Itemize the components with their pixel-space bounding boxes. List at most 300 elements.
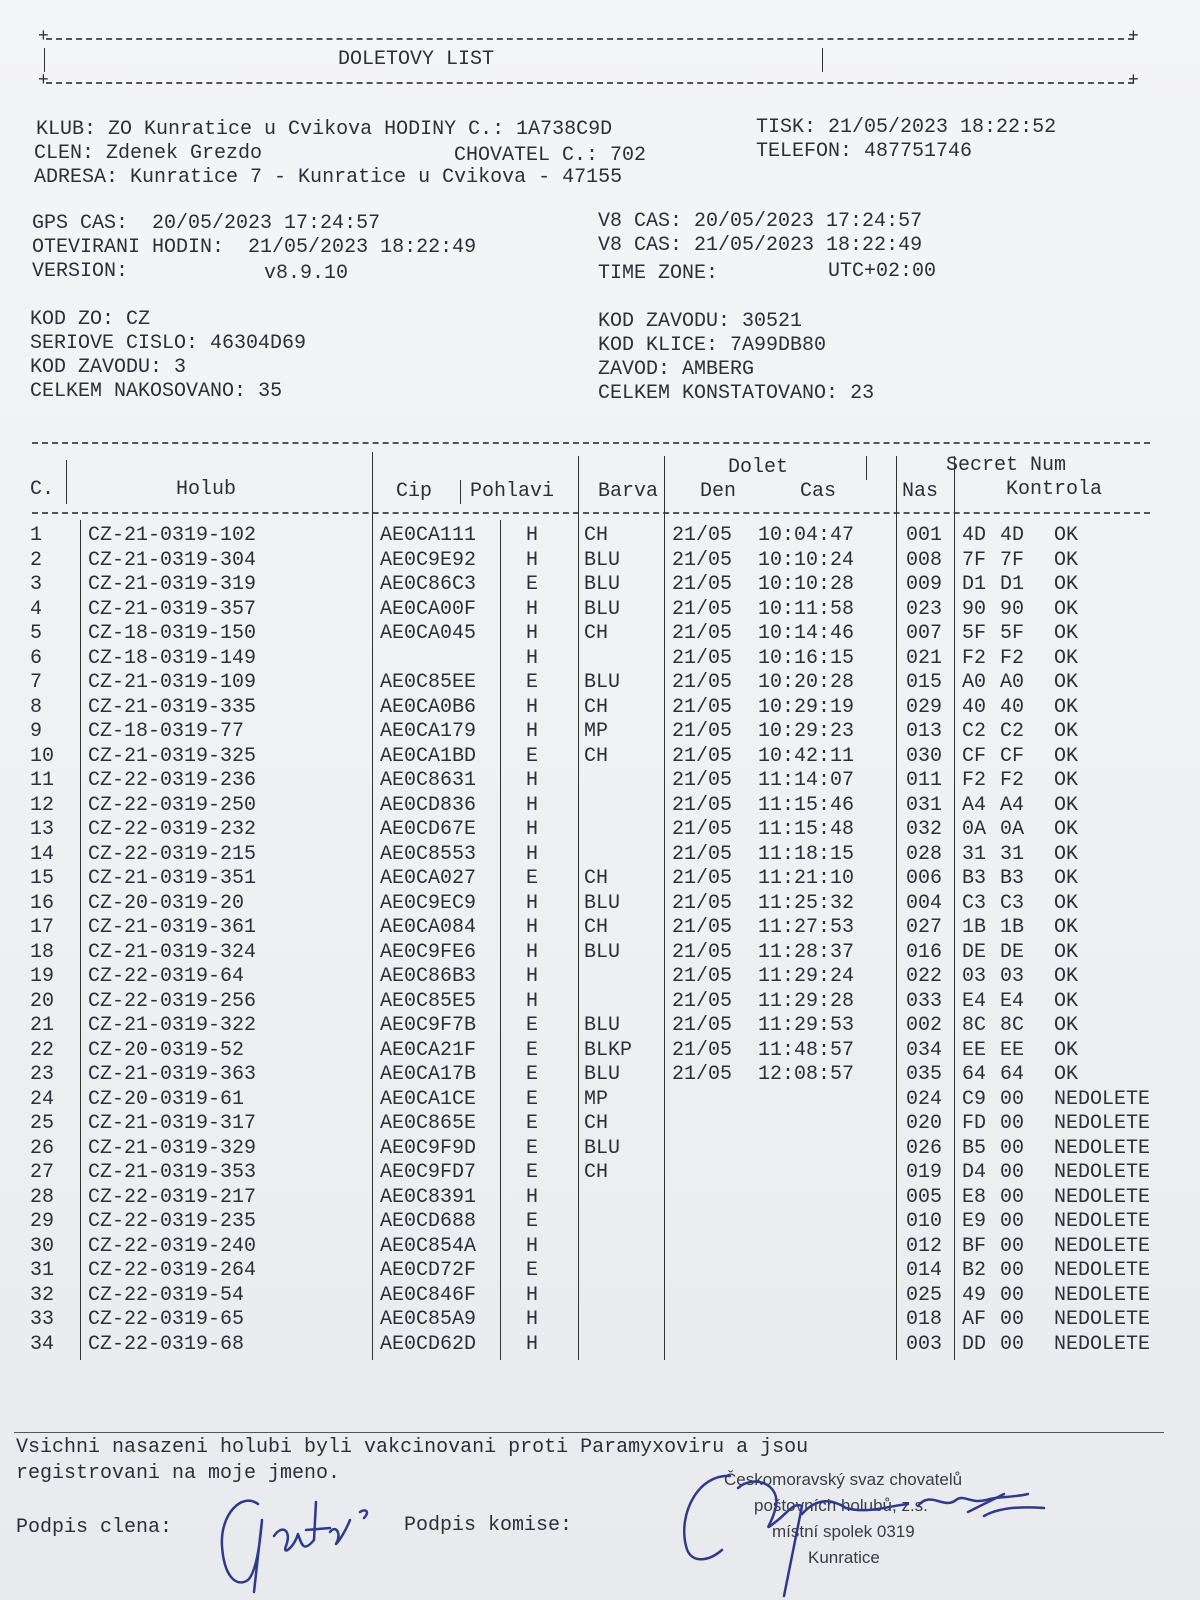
secret-check-value: A0: [1000, 671, 1025, 694]
table-row: [0, 622, 1200, 646]
nas-value: 018: [906, 1308, 943, 1331]
nas-value: 008: [906, 548, 943, 572]
kontrola-value: OK: [1054, 916, 1079, 939]
row-number: 8: [30, 695, 43, 719]
den-value: 21/05: [672, 842, 733, 866]
row-number: 4: [30, 597, 43, 621]
row-number: 33: [30, 1308, 55, 1331]
kontrola-value: NEDOLETE: [1054, 1308, 1151, 1331]
nas-value: 024: [906, 1087, 943, 1111]
secret-check-value: 00: [1000, 1259, 1025, 1282]
podpis-komise-label: Podpis komise:: [404, 1514, 573, 1537]
row-number: 7: [30, 671, 43, 694]
nas-value: 007: [906, 622, 943, 645]
klub-line: KLUB: ZO Kunratice u Cvikova HODINY C.: 1A738C9D: [36, 118, 613, 141]
col-header-holub: Holub: [176, 478, 237, 501]
holub-ring: CZ-21-0319-363: [88, 1063, 257, 1086]
row-number: 5: [30, 622, 43, 645]
pohlavi-value: E: [526, 1161, 539, 1184]
den-value: 21/05: [672, 989, 733, 1013]
holub-ring: CZ-22-0319-217: [88, 1185, 257, 1209]
title-corner: +: [1128, 27, 1139, 47]
secret-check-value: 00: [1000, 1210, 1025, 1233]
nas-value: 009: [906, 573, 943, 596]
tisk-value: 21/05/2023 18:22:52: [828, 116, 1057, 139]
table-row: [0, 1284, 1200, 1308]
table-row: [0, 696, 1200, 720]
otevirani-value: 21/05/2023 18:22:49: [248, 236, 477, 259]
col-header-pohlavi: Pohlavi: [470, 480, 555, 503]
pohlavi-value: E: [526, 1136, 539, 1160]
col-header-secret-num: Secret Num: [946, 454, 1067, 477]
row-number: 25: [30, 1112, 55, 1135]
col-header-cas: Cas: [800, 480, 837, 503]
secret-num-value: D4: [962, 1161, 987, 1184]
secret-num-value: 8C: [962, 1014, 987, 1037]
secret-check-value: EE: [1000, 1038, 1025, 1062]
row-number: 1: [30, 524, 43, 547]
cip-value: AE0CA00F: [380, 597, 477, 621]
barva-value: CH: [584, 524, 609, 547]
secret-check-value: 90: [1000, 597, 1025, 621]
nas-value: 035: [906, 1063, 943, 1086]
telefon-line: TELEFON: 487751746: [756, 140, 973, 163]
cip-value: AE0CA027: [380, 867, 477, 890]
cip-value: AE0CA21F: [380, 1038, 477, 1062]
secret-num-value: E8: [962, 1185, 987, 1209]
nas-value: 015: [906, 671, 943, 694]
secret-check-value: 00: [1000, 1234, 1025, 1258]
nas-value: 010: [906, 1210, 943, 1233]
konstatovano-line: CELKEM KONSTATOVANO: 23: [598, 382, 875, 405]
clen-value: Zdenek Grezdo: [106, 142, 263, 165]
cas-value: 10:11:58: [758, 597, 855, 621]
table-row: [0, 549, 1200, 573]
secret-check-value: 00: [1000, 1161, 1025, 1184]
barva-value: BLU: [584, 891, 621, 915]
cas-value: 10:29:19: [758, 695, 855, 719]
secret-check-value: 00: [1000, 1112, 1025, 1135]
cas-value: 10:29:23: [758, 720, 855, 743]
barva-value: CH: [584, 867, 609, 890]
table-row: [0, 1039, 1200, 1063]
cip-value: AE0C865E: [380, 1112, 477, 1135]
row-number: 34: [30, 1332, 55, 1356]
table-row: [0, 720, 1200, 744]
table-row: [0, 598, 1200, 622]
pohlavi-value: E: [526, 744, 539, 768]
declaration-line-2: registrovani na moje jmeno.: [16, 1462, 341, 1485]
col-header-den: Den: [700, 480, 737, 503]
secret-check-value: CF: [1000, 744, 1025, 768]
kod-zo-value: CZ: [126, 308, 151, 331]
table-row: [0, 1235, 1200, 1259]
v8-cas-line-2: V8 CAS: 21/05/2023 18:22:49: [598, 234, 923, 257]
row-number: 13: [30, 818, 55, 841]
secret-check-value: E4: [1000, 989, 1025, 1013]
holub-ring: CZ-18-0319-77: [88, 720, 245, 743]
secret-check-value: 4D: [1000, 524, 1025, 547]
barva-value: MP: [584, 1087, 609, 1111]
cas-value: 11:15:48: [758, 818, 855, 841]
cip-value: AE0CA084: [380, 916, 477, 939]
col-header-nas: Nas: [902, 480, 939, 503]
row-number: 11: [30, 769, 55, 792]
barva-value: BLU: [584, 1063, 621, 1086]
secret-num-value: 4D: [962, 524, 987, 547]
den-value: 21/05: [672, 793, 733, 817]
barva-value: BLU: [584, 597, 621, 621]
row-number: 32: [30, 1283, 55, 1307]
kod-zavodu-line-right: KOD ZAVODU: 30521: [598, 310, 803, 333]
row-number: 10: [30, 744, 55, 768]
cip-value: AE0C8553: [380, 842, 477, 866]
secret-num-value: 49: [962, 1283, 987, 1307]
secret-check-value: DE: [1000, 940, 1025, 964]
cas-value: 11:25:32: [758, 891, 855, 915]
secret-check-value: C3: [1000, 891, 1025, 915]
pohlavi-value: H: [526, 720, 539, 743]
row-number: 23: [30, 1063, 55, 1086]
time-zone-value: UTC+02:00: [828, 260, 937, 283]
den-value: 21/05: [672, 720, 733, 743]
secret-num-value: 1B: [962, 916, 987, 939]
gps-cas-value: 20/05/2023 17:24:57: [152, 212, 381, 235]
klub-value: ZO Kunratice u Cvikova: [108, 118, 373, 141]
nas-value: 026: [906, 1136, 943, 1160]
v8-cas-line-1: V8 CAS: 20/05/2023 17:24:57: [598, 210, 923, 233]
row-number: 22: [30, 1038, 55, 1062]
holub-ring: CZ-21-0319-304: [88, 548, 257, 572]
table-row: [0, 1014, 1200, 1038]
pohlavi-value: H: [526, 622, 539, 645]
secret-num-value: C9: [962, 1087, 987, 1111]
holub-ring: CZ-22-0319-240: [88, 1234, 257, 1258]
cip-value: AE0C8631: [380, 769, 477, 792]
otevirani-line: OTEVIRANI HODIN: 21/05/2023 18:22:49: [32, 236, 477, 259]
holub-ring: CZ-21-0319-322: [88, 1014, 257, 1037]
title-corner: +: [38, 71, 49, 91]
holub-ring: CZ-22-0319-215: [88, 842, 257, 866]
cas-value: 10:04:47: [758, 524, 855, 547]
pohlavi-value: E: [526, 1112, 539, 1135]
holub-ring: CZ-20-0319-61: [88, 1087, 245, 1111]
table-row: [0, 1161, 1200, 1185]
row-number: 30: [30, 1234, 55, 1258]
secret-check-value: 7F: [1000, 548, 1025, 572]
kod-klice-line: KOD KLICE: 7A99DB80: [598, 334, 827, 357]
cip-value: AE0C9F7B: [380, 1014, 477, 1037]
secret-num-value: 40: [962, 695, 987, 719]
table-row: [0, 916, 1200, 940]
secret-check-value: A4: [1000, 793, 1025, 817]
pohlavi-value: H: [526, 769, 539, 792]
version-label: VERSION:: [32, 260, 129, 283]
nas-value: 001: [906, 524, 943, 547]
row-number: 28: [30, 1185, 55, 1209]
den-value: 21/05: [672, 1063, 733, 1086]
table-row: [0, 1112, 1200, 1136]
nas-value: 012: [906, 1234, 943, 1258]
row-number: 9: [30, 720, 43, 743]
holub-ring: CZ-21-0319-329: [88, 1136, 257, 1160]
table-row: [0, 671, 1200, 695]
nas-value: 014: [906, 1259, 943, 1282]
kontrola-value: OK: [1054, 622, 1079, 645]
cip-value: AE0C9E92: [380, 548, 477, 572]
row-number: 29: [30, 1210, 55, 1233]
den-value: 21/05: [672, 671, 733, 694]
table-row: [0, 647, 1200, 671]
title-border-mid: [822, 48, 823, 72]
cas-value: 12:08:57: [758, 1063, 855, 1086]
cip-value: AE0C854A: [380, 1234, 477, 1258]
secret-check-value: 31: [1000, 842, 1025, 866]
secret-num-value: BF: [962, 1234, 987, 1258]
table-row: [0, 1259, 1200, 1283]
secret-num-value: E4: [962, 989, 987, 1013]
barva-value: BLU: [584, 1014, 621, 1037]
adresa-line: ADRESA: Kunratice 7 - Kunratice u Cvikova - 47155: [34, 166, 623, 189]
cas-value: 10:14:46: [758, 622, 855, 645]
gps-cas-line: GPS CAS: 20/05/2023 17:24:57: [32, 212, 381, 235]
cas-value: 11:48:57: [758, 1038, 855, 1062]
barva-value: CH: [584, 744, 609, 768]
col-header-dolet: Dolet: [728, 456, 789, 479]
row-number: 6: [30, 646, 43, 670]
row-number: 16: [30, 891, 55, 915]
holub-ring: CZ-22-0319-65: [88, 1308, 245, 1331]
kontrola-value: OK: [1054, 940, 1079, 964]
barva-value: BLU: [584, 1136, 621, 1160]
commission-signature: [668, 1454, 1058, 1600]
cip-value: AE0CA111: [380, 524, 477, 547]
secret-check-value: 00: [1000, 1136, 1025, 1160]
pohlavi-value: H: [526, 1283, 539, 1307]
pohlavi-value: H: [526, 1234, 539, 1258]
den-value: 21/05: [672, 695, 733, 719]
column-rule: [866, 456, 867, 480]
secret-num-value: 31: [962, 842, 987, 866]
stamp-line-4: Kunratice: [808, 1548, 880, 1567]
v8-cas-value-2: 21/05/2023 18:22:49: [694, 234, 923, 257]
nas-value: 003: [906, 1332, 943, 1356]
barva-value: BLKP: [584, 1038, 633, 1062]
holub-ring: CZ-22-0319-68: [88, 1332, 245, 1356]
holub-ring: CZ-21-0319-335: [88, 695, 257, 719]
secret-check-value: 5F: [1000, 622, 1025, 645]
kontrola-value: OK: [1054, 965, 1079, 988]
kontrola-value: OK: [1054, 597, 1079, 621]
holub-ring: CZ-21-0319-102: [88, 524, 257, 547]
den-value: 21/05: [672, 548, 733, 572]
clen-line: CLEN: Zdenek Grezdo: [34, 142, 263, 165]
kod-zavodu-value-right: 30521: [742, 310, 803, 333]
kontrola-value: OK: [1054, 842, 1079, 866]
pohlavi-value: H: [526, 646, 539, 670]
pohlavi-value: H: [526, 940, 539, 964]
adresa-value: Kunratice 7 - Kunratice u Cvikova - 47155: [130, 166, 623, 189]
pohlavi-value: E: [526, 1014, 539, 1037]
title-border-top: [46, 38, 1134, 40]
kontrola-value: NEDOLETE: [1054, 1259, 1151, 1282]
holub-ring: CZ-22-0319-236: [88, 769, 257, 792]
cas-value: 10:42:11: [758, 744, 855, 768]
cip-value: AE0CD62D: [380, 1332, 477, 1356]
cip-value: AE0C86C3: [380, 573, 477, 596]
row-number: 17: [30, 916, 55, 939]
kontrola-value: OK: [1054, 1038, 1079, 1062]
kontrola-value: OK: [1054, 695, 1079, 719]
secret-num-value: 03: [962, 965, 987, 988]
row-number: 21: [30, 1014, 55, 1037]
table-row: [0, 1308, 1200, 1332]
nas-value: 011: [906, 769, 943, 792]
den-value: 21/05: [672, 646, 733, 670]
den-value: 21/05: [672, 744, 733, 768]
kod-klice-value: 7A99DB80: [730, 334, 827, 357]
cip-value: AE0CD67E: [380, 818, 477, 841]
cip-value: AE0CA0B6: [380, 695, 477, 719]
kontrola-value: OK: [1054, 744, 1079, 768]
member-signature: [190, 1484, 410, 1600]
cip-value: AE0C9FD7: [380, 1161, 477, 1184]
pohlavi-value: H: [526, 548, 539, 572]
pohlavi-value: H: [526, 965, 539, 988]
kod-zo-line: KOD ZO: CZ: [30, 308, 151, 331]
cip-value: AE0C85EE: [380, 671, 477, 694]
nas-value: 023: [906, 597, 943, 621]
secret-num-value: 7F: [962, 548, 987, 572]
seriove-value: 46304D69: [210, 332, 307, 355]
nakosovano-value: 35: [258, 380, 283, 403]
version-value: v8.9.10: [264, 262, 349, 285]
v8-cas-value-1: 20/05/2023 17:24:57: [694, 210, 923, 233]
secret-check-value: 8C: [1000, 1014, 1025, 1037]
cip-value: AE0C9EC9: [380, 891, 477, 915]
pohlavi-value: E: [526, 671, 539, 694]
secret-num-value: E9: [962, 1210, 987, 1233]
secret-num-value: CF: [962, 744, 987, 768]
table-row: [0, 843, 1200, 867]
kontrola-value: NEDOLETE: [1054, 1185, 1151, 1209]
kontrola-value: NEDOLETE: [1054, 1234, 1151, 1258]
cas-value: 10:16:15: [758, 646, 855, 670]
den-value: 21/05: [672, 818, 733, 841]
column-rule: [66, 460, 67, 504]
kontrola-value: OK: [1054, 646, 1079, 670]
pohlavi-value: H: [526, 524, 539, 547]
kontrola-value: OK: [1054, 720, 1079, 743]
secret-num-value: 64: [962, 1063, 987, 1086]
cas-value: 10:10:24: [758, 548, 855, 572]
nas-value: 006: [906, 867, 943, 890]
secret-num-value: FD: [962, 1112, 987, 1135]
col-header-c: C.: [30, 478, 55, 501]
kontrola-value: OK: [1054, 867, 1079, 890]
barva-value: CH: [584, 1161, 609, 1184]
cas-value: 11:28:37: [758, 940, 855, 964]
holub-ring: CZ-22-0319-64: [88, 965, 245, 988]
nas-value: 030: [906, 744, 943, 768]
title-corner: +: [1128, 71, 1139, 91]
kontrola-value: OK: [1054, 1014, 1079, 1037]
pohlavi-value: E: [526, 1259, 539, 1282]
secret-num-value: B2: [962, 1259, 987, 1282]
nas-value: 027: [906, 916, 943, 939]
holub-ring: CZ-22-0319-256: [88, 989, 257, 1013]
den-value: 21/05: [672, 940, 733, 964]
row-number: 12: [30, 793, 55, 817]
cas-value: 11:21:10: [758, 867, 855, 890]
chovatel-line: CHOVATEL C.: 702: [454, 144, 647, 167]
cas-value: 11:29:28: [758, 989, 855, 1013]
nas-value: 028: [906, 842, 943, 866]
cip-value: AE0CA045: [380, 622, 477, 645]
secret-num-value: DD: [962, 1332, 987, 1356]
secret-check-value: D1: [1000, 573, 1025, 596]
holub-ring: CZ-21-0319-351: [88, 867, 257, 890]
secret-check-value: 03: [1000, 965, 1025, 988]
hodiny-value: 1A738C9D: [516, 118, 613, 141]
secret-check-value: 00: [1000, 1332, 1025, 1356]
table-row: [0, 573, 1200, 597]
row-number: 14: [30, 842, 55, 866]
col-header-barva: Barva: [598, 480, 659, 503]
declaration-line-1: Vsichni nasazeni holubi byli vakcinovani proti Paramyxoviru a jsou: [16, 1436, 809, 1459]
secret-num-value: C3: [962, 891, 987, 915]
row-number: 24: [30, 1087, 55, 1111]
table-row: [0, 990, 1200, 1014]
pohlavi-value: H: [526, 695, 539, 719]
nas-value: 019: [906, 1161, 943, 1184]
holub-ring: CZ-21-0319-324: [88, 940, 257, 964]
kontrola-value: NEDOLETE: [1054, 1332, 1151, 1356]
pohlavi-value: H: [526, 793, 539, 817]
holub-ring: CZ-18-0319-150: [88, 622, 257, 645]
cas-value: 11:14:07: [758, 769, 855, 792]
secret-check-value: 64: [1000, 1063, 1025, 1086]
page-title: DOLETOVY LIST: [338, 48, 495, 71]
holub-ring: CZ-21-0319-319: [88, 573, 257, 596]
den-value: 21/05: [672, 769, 733, 792]
holub-ring: CZ-22-0319-235: [88, 1210, 257, 1233]
nas-value: 021: [906, 646, 943, 670]
barva-value: BLU: [584, 573, 621, 596]
nakosovano-line: CELKEM NAKOSOVANO: 35: [30, 380, 283, 403]
kontrola-value: OK: [1054, 793, 1079, 817]
secret-check-value: 00: [1000, 1087, 1025, 1111]
nas-value: 022: [906, 965, 943, 988]
cip-value: AE0CA1BD: [380, 744, 477, 768]
secret-num-value: B3: [962, 867, 987, 890]
kod-zavodu-value-left: 3: [174, 356, 187, 379]
row-number: 27: [30, 1161, 55, 1184]
holub-ring: CZ-18-0319-149: [88, 646, 257, 670]
holub-ring: CZ-22-0319-232: [88, 818, 257, 841]
kontrola-value: NEDOLETE: [1054, 1136, 1151, 1160]
den-value: 21/05: [672, 867, 733, 890]
kontrola-value: OK: [1054, 818, 1079, 841]
nas-value: 016: [906, 940, 943, 964]
table-row: [0, 1137, 1200, 1161]
den-value: 21/05: [672, 1014, 733, 1037]
holub-ring: CZ-22-0319-54: [88, 1283, 245, 1307]
table-row: [0, 818, 1200, 842]
telefon-value: 487751746: [864, 140, 973, 163]
cas-value: 11:15:46: [758, 793, 855, 817]
pohlavi-value: H: [526, 1332, 539, 1356]
